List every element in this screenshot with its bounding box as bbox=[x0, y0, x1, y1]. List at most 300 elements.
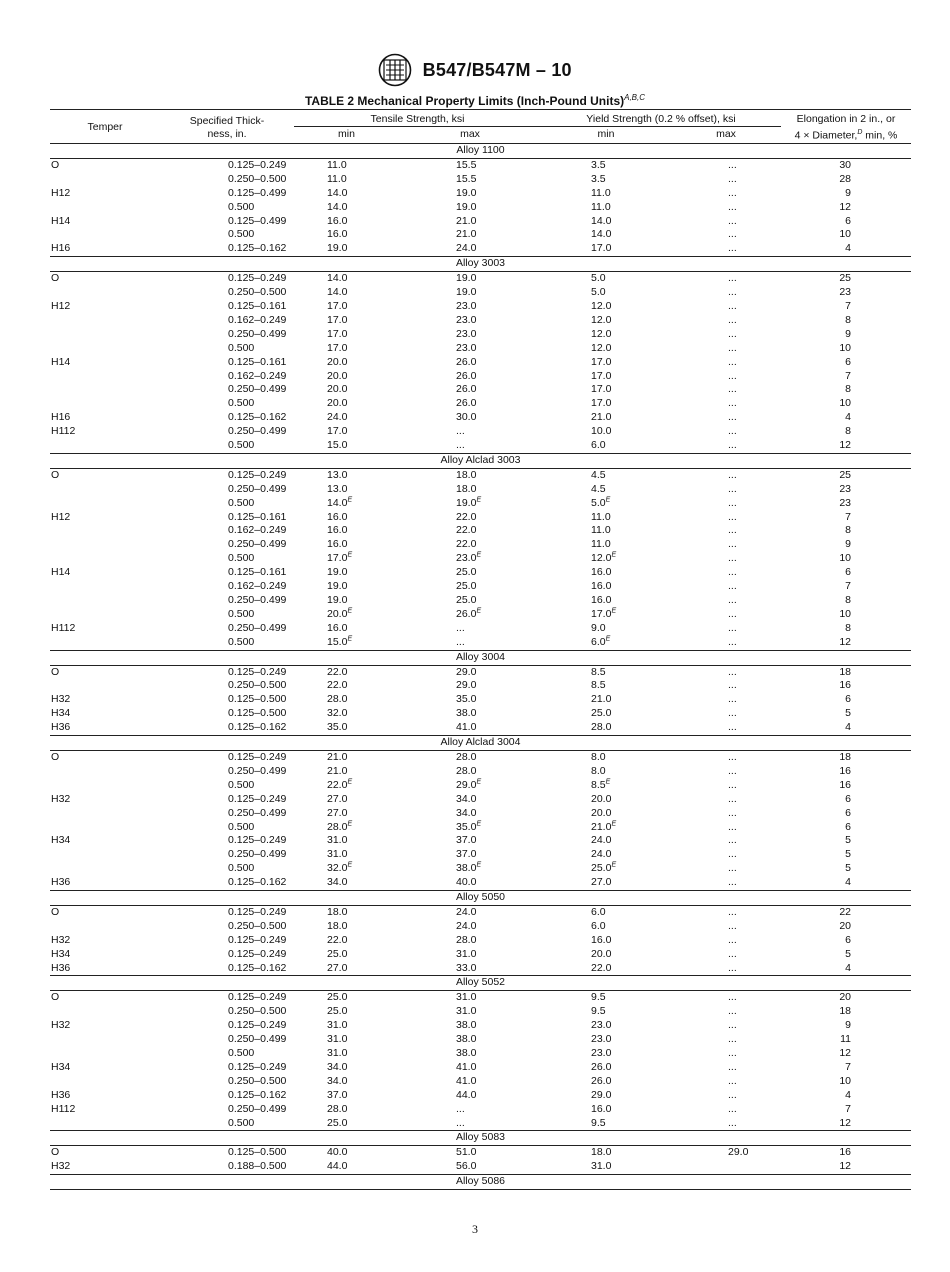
temper-cell bbox=[50, 920, 160, 934]
thickness-cell: 0.125–0.162 bbox=[228, 242, 287, 255]
tensile-max-cell: 22.0 bbox=[456, 510, 477, 523]
elongation-cell: 28 bbox=[839, 172, 851, 185]
elongation-cell: 8 bbox=[845, 524, 851, 537]
elongation-cell: 23 bbox=[839, 496, 851, 509]
elongation-cell: 5 bbox=[845, 862, 851, 875]
table-row bbox=[50, 1047, 911, 1061]
thickness-cell: 0.125–0.161 bbox=[228, 299, 287, 312]
mechanical-properties-table bbox=[50, 109, 911, 1190]
temper-cell bbox=[50, 821, 160, 835]
tensile-min-cell: 32.0 bbox=[327, 707, 348, 720]
table-row bbox=[50, 665, 911, 679]
elongation-cell: 10 bbox=[839, 397, 851, 410]
tensile-min-cell: 14.0 bbox=[327, 186, 348, 199]
yield-max-cell: ... bbox=[728, 411, 737, 424]
alloy-name: Alloy 3004 bbox=[50, 650, 911, 665]
yield-min-cell: 5.0 bbox=[591, 272, 606, 285]
yield-min-cell: 16.0 bbox=[591, 594, 612, 606]
tensile-max-cell: 41.0 bbox=[456, 1060, 477, 1073]
tensile-max-cell: 19.0 bbox=[456, 272, 477, 285]
table-row bbox=[50, 538, 911, 552]
table-title-notes: A,B,C bbox=[624, 93, 646, 102]
table-row bbox=[50, 566, 911, 580]
thickness-cell: 0.500 bbox=[228, 341, 255, 354]
footnote-marker: E bbox=[605, 635, 611, 643]
tensile-min-cell: 21.0 bbox=[327, 750, 348, 763]
table-row bbox=[50, 356, 911, 370]
footnote-marker: E bbox=[476, 607, 482, 615]
yield-min-cell: 9.5 bbox=[591, 1005, 606, 1018]
tensile-max-cell: 15.5 bbox=[456, 172, 477, 185]
tensile-min-cell: 19.0 bbox=[327, 242, 348, 255]
tensile-min-cell: 14.0 bbox=[327, 286, 348, 299]
tensile-max-cell: 44.0 bbox=[456, 1088, 477, 1101]
yield-max-cell: ... bbox=[728, 621, 737, 634]
yield-min-cell: 10.0 bbox=[591, 425, 612, 438]
tensile-max-cell: ... bbox=[456, 635, 465, 648]
table-row bbox=[50, 1019, 911, 1033]
thickness-cell: 0.250–0.499 bbox=[228, 327, 287, 340]
tensile-min-cell: 17.0 bbox=[327, 299, 348, 312]
temper-cell bbox=[50, 201, 160, 215]
table-row bbox=[50, 594, 911, 608]
yield-max-cell: ... bbox=[728, 1088, 737, 1101]
table-row bbox=[50, 228, 911, 242]
temper-cell bbox=[50, 848, 160, 862]
table-row bbox=[50, 425, 911, 439]
yield-min-cell: 5.0 bbox=[591, 286, 606, 299]
tensile-max-cell: 21.0 bbox=[456, 214, 477, 227]
elongation-cell: 6 bbox=[845, 792, 851, 805]
tensile-min-cell: 34.0 bbox=[327, 1060, 348, 1073]
table-row bbox=[50, 1075, 911, 1089]
yield-max-cell: ... bbox=[728, 862, 737, 875]
tensile-max-cell: 56.0 bbox=[456, 1160, 477, 1173]
yield-min-cell: $12.0^E$ bbox=[591, 551, 617, 565]
tensile-min-cell: 31.0 bbox=[327, 1019, 348, 1032]
tensile-min-cell: 27.0 bbox=[327, 961, 348, 974]
yield-min-cell: 12.0 bbox=[591, 327, 612, 340]
yield-max-cell: ... bbox=[728, 834, 737, 847]
tensile-max-cell: 25.0 bbox=[456, 594, 477, 606]
elongation-cell: 7 bbox=[845, 299, 851, 312]
elongation-header-line2-pre: 4 × Diameter, bbox=[794, 129, 858, 142]
thickness-cell: 0.125–0.249 bbox=[228, 905, 287, 918]
thickness-cell: 0.500 bbox=[228, 496, 255, 509]
yield-max-cell: 29.0 bbox=[728, 1146, 749, 1159]
elongation-cell: 18 bbox=[839, 750, 851, 763]
thickness-cell: 0.125–0.500 bbox=[228, 693, 287, 706]
tensile-max-cell: 25.0 bbox=[456, 580, 477, 593]
footnote-marker: E bbox=[347, 635, 353, 643]
tensile-max-cell: 31.0 bbox=[456, 947, 477, 960]
tensile-min-cell: $20.0^E$ bbox=[327, 607, 353, 620]
table-row bbox=[50, 693, 911, 707]
table-row bbox=[50, 342, 911, 356]
temper-cell: H112 bbox=[51, 621, 76, 634]
elongation-cell: 8 bbox=[845, 621, 851, 634]
tensile-min-header: min bbox=[294, 127, 399, 144]
elongation-cell: 12 bbox=[839, 1116, 851, 1129]
thickness-cell: 0.125–0.162 bbox=[228, 411, 287, 424]
table-row bbox=[50, 439, 911, 453]
tensile-min-cell: 31.0 bbox=[327, 1033, 348, 1046]
yield-max-cell: ... bbox=[728, 764, 737, 777]
thickness-cell: 0.500 bbox=[228, 397, 255, 410]
tensile-min-cell: $28.0^E$ bbox=[327, 820, 353, 833]
table-row bbox=[50, 636, 911, 650]
tensile-max-cell: $38.0^E$ bbox=[456, 861, 482, 875]
temper-cell: H32 bbox=[51, 1160, 71, 1173]
table-row bbox=[50, 821, 911, 835]
alloy-name: Alloy 3003 bbox=[50, 257, 911, 272]
elongation-cell: 10 bbox=[839, 607, 851, 620]
table-row bbox=[50, 608, 911, 622]
temper-cell bbox=[50, 383, 160, 397]
tensile-min-cell: 31.0 bbox=[327, 834, 348, 847]
elongation-cell: 6 bbox=[845, 214, 851, 227]
yield-min-cell: 17.0 bbox=[591, 397, 612, 410]
temper-cell bbox=[50, 370, 160, 384]
tensile-min-cell: 16.0 bbox=[327, 538, 348, 551]
yield-max-cell: ... bbox=[728, 510, 737, 523]
temper-cell bbox=[50, 1033, 160, 1047]
tensile-min-cell: 11.0 bbox=[327, 172, 347, 185]
elongation-cell: 8 bbox=[845, 594, 851, 606]
yield-min-cell: 29.0 bbox=[591, 1088, 612, 1101]
tensile-max-cell: 22.0 bbox=[456, 524, 477, 537]
elongation-cell: 9 bbox=[845, 327, 851, 340]
yield-min-cell: 28.0 bbox=[591, 721, 612, 734]
elongation-cell: 6 bbox=[845, 806, 851, 819]
yield-max-cell: ... bbox=[728, 468, 737, 481]
tensile-max-cell: 23.0 bbox=[456, 299, 477, 312]
tensile-max-cell: 15.5 bbox=[456, 158, 477, 171]
tensile-max-cell: 21.0 bbox=[456, 228, 477, 241]
footnote-marker: E bbox=[347, 861, 353, 869]
table-row bbox=[50, 848, 911, 862]
alloy-name: Alloy 5052 bbox=[50, 976, 911, 991]
elongation-cell: 7 bbox=[845, 369, 851, 382]
temper-cell bbox=[50, 594, 160, 608]
temper-cell: H14 bbox=[51, 355, 71, 368]
elongation-header-line2-post: min, % bbox=[862, 129, 898, 142]
table-row bbox=[50, 383, 911, 397]
tensile-min-cell: $22.0^E$ bbox=[327, 778, 353, 791]
temper-cell: H32 bbox=[51, 933, 71, 946]
tensile-min-cell: 21.0 bbox=[327, 764, 348, 777]
temper-cell bbox=[50, 397, 160, 411]
temper-cell: H112 bbox=[51, 1102, 76, 1115]
table-row bbox=[50, 158, 911, 172]
thickness-cell: 0.125–0.249 bbox=[228, 991, 287, 1004]
thickness-cell: 0.500 bbox=[228, 607, 255, 620]
tensile-min-cell: 22.0 bbox=[327, 933, 348, 946]
elongation-cell: 4 bbox=[845, 961, 851, 974]
yield-min-cell: 18.0 bbox=[591, 1146, 612, 1159]
thickness-cell: 0.250–0.500 bbox=[228, 679, 287, 692]
table-row bbox=[50, 1103, 911, 1117]
elongation-cell: 18 bbox=[839, 1005, 851, 1018]
yield-max-cell: ... bbox=[728, 1047, 737, 1059]
thickness-header bbox=[160, 110, 294, 144]
tensile-min-cell: 17.0 bbox=[327, 313, 348, 326]
elongation-cell: 4 bbox=[845, 721, 851, 734]
yield-max-cell: ... bbox=[728, 272, 737, 285]
elongation-cell: 18 bbox=[839, 665, 851, 678]
thickness-cell: 0.125–0.249 bbox=[228, 834, 287, 847]
tensile-max-cell: $23.0^E$ bbox=[456, 551, 482, 565]
footnote-marker: E bbox=[605, 496, 611, 504]
thickness-cell: 0.250–0.499 bbox=[228, 1033, 287, 1046]
tensile-min-cell: 35.0 bbox=[327, 721, 348, 734]
temper-cell bbox=[50, 636, 160, 650]
elongation-cell: 7 bbox=[845, 510, 851, 523]
yield-max-cell: ... bbox=[728, 1005, 737, 1018]
yield-max-cell: ... bbox=[728, 1033, 737, 1046]
alloy-name: Alloy 5050 bbox=[50, 891, 911, 906]
table-row bbox=[50, 750, 911, 764]
yield-min-cell: 12.0 bbox=[591, 299, 612, 312]
yield-min-cell: 20.0 bbox=[591, 947, 612, 960]
yield-max-cell: ... bbox=[728, 679, 737, 692]
footnote-marker: E bbox=[347, 496, 353, 504]
yield-min-cell: 25.0 bbox=[591, 707, 612, 720]
thickness-cell: 0.162–0.249 bbox=[228, 369, 287, 382]
table-row bbox=[50, 524, 911, 538]
yield-max-cell bbox=[671, 1160, 781, 1174]
yield-max-cell: ... bbox=[728, 439, 737, 452]
yield-min-cell: 17.0 bbox=[591, 242, 612, 255]
tensile-min-cell: 18.0 bbox=[327, 905, 348, 918]
yield-max-cell: ... bbox=[728, 355, 737, 368]
tensile-min-cell: 13.0 bbox=[327, 468, 348, 481]
thickness-cell: 0.125–0.249 bbox=[228, 272, 287, 285]
temper-cell bbox=[50, 580, 160, 594]
table-row bbox=[50, 497, 911, 511]
yield-max-cell: ... bbox=[728, 200, 737, 213]
yield-min-cell: 17.0 bbox=[591, 355, 612, 368]
yield-min-cell: 3.5 bbox=[591, 172, 606, 185]
yield-min-cell: 8.5 bbox=[591, 679, 606, 692]
footnote-marker: E bbox=[611, 551, 617, 559]
elongation-cell: 12 bbox=[839, 635, 851, 648]
temper-cell bbox=[50, 538, 160, 552]
tensile-min-cell: 16.0 bbox=[327, 621, 348, 634]
elongation-cell: 6 bbox=[845, 693, 851, 706]
tensile-min-cell: 19.0 bbox=[327, 566, 348, 579]
thickness-cell: 0.250–0.499 bbox=[228, 764, 287, 777]
tensile-max-cell: 28.0 bbox=[456, 933, 477, 946]
yield-max-cell: ... bbox=[728, 778, 737, 791]
table-row bbox=[50, 1005, 911, 1019]
temper-cell bbox=[50, 765, 160, 779]
thickness-cell: 0.500 bbox=[228, 778, 255, 791]
elongation-cell: 7 bbox=[845, 580, 851, 593]
yield-max-cell: ... bbox=[728, 397, 737, 410]
alloy-group-header bbox=[50, 453, 911, 468]
tensile-max-cell: 19.0 bbox=[456, 186, 477, 199]
footnote-marker: E bbox=[476, 551, 482, 559]
temper-cell bbox=[50, 314, 160, 328]
elongation-cell: 4 bbox=[845, 876, 851, 889]
table-row bbox=[50, 1089, 911, 1103]
thickness-cell: 0.500 bbox=[228, 862, 255, 875]
temper-cell: H36 bbox=[51, 961, 71, 974]
table-row bbox=[50, 286, 911, 300]
yield-max-cell: ... bbox=[728, 524, 737, 537]
tensile-max-cell: 23.0 bbox=[456, 341, 477, 354]
table-row bbox=[50, 934, 911, 948]
alloy-name: Alloy 5083 bbox=[50, 1131, 911, 1146]
yield-max-cell: ... bbox=[728, 693, 737, 706]
tensile-max-cell: ... bbox=[456, 1116, 465, 1129]
tensile-max-cell: 23.0 bbox=[456, 327, 477, 340]
tensile-max-cell: 24.0 bbox=[456, 242, 477, 255]
footnote-marker: E bbox=[347, 551, 353, 559]
tensile-min-cell: $15.0^E$ bbox=[327, 635, 353, 648]
elongation-cell: 8 bbox=[845, 313, 851, 326]
elongation-cell: 20 bbox=[839, 991, 851, 1004]
table-row bbox=[50, 948, 911, 962]
footnote-marker: E bbox=[476, 861, 482, 869]
tensile-max-cell: 24.0 bbox=[456, 905, 477, 918]
yield-max-cell: ... bbox=[728, 538, 737, 551]
tensile-min-cell: 22.0 bbox=[327, 665, 348, 678]
thickness-cell: 0.125–0.249 bbox=[228, 665, 287, 678]
thickness-cell: 0.125–0.499 bbox=[228, 214, 287, 227]
table-row bbox=[50, 370, 911, 384]
thickness-cell: 0.125–0.249 bbox=[228, 792, 287, 805]
tensile-min-cell: 16.0 bbox=[327, 228, 348, 241]
alloy-name: Alloy 5086 bbox=[50, 1175, 911, 1190]
yield-max-cell: ... bbox=[728, 286, 737, 299]
table-row bbox=[50, 397, 911, 411]
temper-cell bbox=[50, 228, 160, 242]
yield-max-cell: ... bbox=[728, 635, 737, 648]
thickness-cell: 0.125–0.249 bbox=[228, 468, 287, 481]
alloy-group-header bbox=[50, 1131, 911, 1146]
tensile-max-cell: 19.0 bbox=[456, 286, 477, 299]
tensile-max-cell: 28.0 bbox=[456, 764, 477, 777]
table-row bbox=[50, 962, 911, 976]
alloy-name: Alloy 1100 bbox=[50, 144, 911, 159]
thickness-cell: 0.125–0.249 bbox=[228, 750, 287, 763]
footnote-marker: E bbox=[347, 607, 353, 615]
table-row bbox=[50, 793, 911, 807]
yield-max-cell: ... bbox=[728, 1019, 737, 1032]
temper-cell: H32 bbox=[51, 1019, 71, 1032]
yield-max-cell: ... bbox=[728, 341, 737, 354]
yield-min-cell: 4.5 bbox=[591, 468, 606, 481]
temper-cell: H36 bbox=[51, 721, 71, 734]
temper-cell: H112 bbox=[51, 425, 76, 438]
mechanical-properties-table-wrapper bbox=[50, 109, 911, 1190]
footnote-marker: E bbox=[611, 820, 617, 827]
yield-min-cell: 16.0 bbox=[591, 580, 612, 593]
elongation-cell: 30 bbox=[839, 158, 851, 171]
yield-strength-header: Yield Strength (0.2 % offset), ksi bbox=[541, 110, 781, 127]
yield-min-cell: 12.0 bbox=[591, 341, 612, 354]
alloy-group-header bbox=[50, 891, 911, 906]
elongation-cell: 16 bbox=[839, 679, 851, 692]
tensile-min-cell: 28.0 bbox=[327, 693, 348, 706]
yield-min-cell: 16.0 bbox=[591, 933, 612, 946]
thickness-cell: 0.125–0.500 bbox=[228, 1146, 287, 1159]
yield-min-cell: $17.0^E$ bbox=[591, 607, 617, 620]
yield-max-cell: ... bbox=[728, 750, 737, 763]
table-row bbox=[50, 272, 911, 286]
yield-min-cell: 22.0 bbox=[591, 961, 612, 974]
tensile-min-cell: 34.0 bbox=[327, 876, 348, 889]
yield-max-cell: ... bbox=[728, 933, 737, 946]
thickness-cell: 0.500 bbox=[228, 439, 255, 452]
footnote-marker: E bbox=[605, 778, 611, 786]
temper-cell: O bbox=[51, 991, 60, 1004]
yield-min-cell: 24.0 bbox=[591, 848, 612, 861]
temper-cell bbox=[50, 483, 160, 497]
tensile-max-cell: 24.0 bbox=[456, 919, 477, 932]
tensile-max-cell: 30.0 bbox=[456, 411, 477, 424]
temper-cell: H14 bbox=[51, 566, 71, 579]
yield-max-cell: ... bbox=[728, 919, 737, 932]
temper-header: Temper bbox=[50, 110, 160, 144]
table-row bbox=[50, 468, 911, 482]
yield-min-cell: 23.0 bbox=[591, 1033, 612, 1046]
thickness-cell: 0.250–0.499 bbox=[228, 594, 287, 606]
yield-max-cell: ... bbox=[728, 721, 737, 734]
yield-min-cell: 14.0 bbox=[591, 214, 612, 227]
yield-min-cell: 11.0 bbox=[591, 200, 611, 213]
yield-max-cell: ... bbox=[728, 905, 737, 918]
tensile-max-cell: 26.0 bbox=[456, 397, 477, 410]
tensile-min-cell: 20.0 bbox=[327, 369, 348, 382]
alloy-group-header bbox=[50, 144, 911, 159]
footnote-marker: E bbox=[476, 820, 482, 827]
tensile-max-cell: 22.0 bbox=[456, 538, 477, 551]
thickness-cell: 0.125–0.161 bbox=[228, 510, 287, 523]
temper-cell: O bbox=[51, 750, 60, 763]
tensile-min-cell: 27.0 bbox=[327, 792, 348, 805]
thickness-cell: 0.125–0.249 bbox=[228, 158, 287, 171]
yield-min-cell: $21.0^E$ bbox=[591, 820, 617, 833]
tensile-min-cell: 14.0 bbox=[327, 200, 348, 213]
elongation-header bbox=[781, 110, 911, 144]
table-row bbox=[50, 215, 911, 229]
thickness-cell: 0.125–0.162 bbox=[228, 961, 287, 974]
yield-min-cell: 23.0 bbox=[591, 1019, 612, 1032]
tensile-max-cell: 41.0 bbox=[456, 721, 477, 734]
tensile-min-cell: 31.0 bbox=[327, 1047, 348, 1059]
yield-max-cell: ... bbox=[728, 228, 737, 241]
tensile-max-cell: $35.0^E$ bbox=[456, 820, 482, 833]
yield-min-cell: 6.0 bbox=[591, 919, 606, 932]
yield-max-cell: ... bbox=[728, 214, 737, 227]
elongation-cell: 10 bbox=[839, 228, 851, 241]
elongation-cell: 5 bbox=[845, 848, 851, 861]
yield-max-cell: ... bbox=[728, 848, 737, 861]
alloy-name: Alloy Alclad 3004 bbox=[50, 736, 911, 751]
tensile-max-cell: 31.0 bbox=[456, 1005, 477, 1018]
tensile-min-cell: 20.0 bbox=[327, 383, 348, 396]
yield-max-cell: ... bbox=[728, 369, 737, 382]
table-row bbox=[50, 552, 911, 566]
yield-max-cell: ... bbox=[728, 158, 737, 171]
elongation-cell: 12 bbox=[839, 1160, 851, 1173]
tensile-min-cell: 19.0 bbox=[327, 594, 348, 606]
temper-cell bbox=[50, 524, 160, 538]
thickness-header-line1: Specified Thick- bbox=[189, 114, 265, 127]
